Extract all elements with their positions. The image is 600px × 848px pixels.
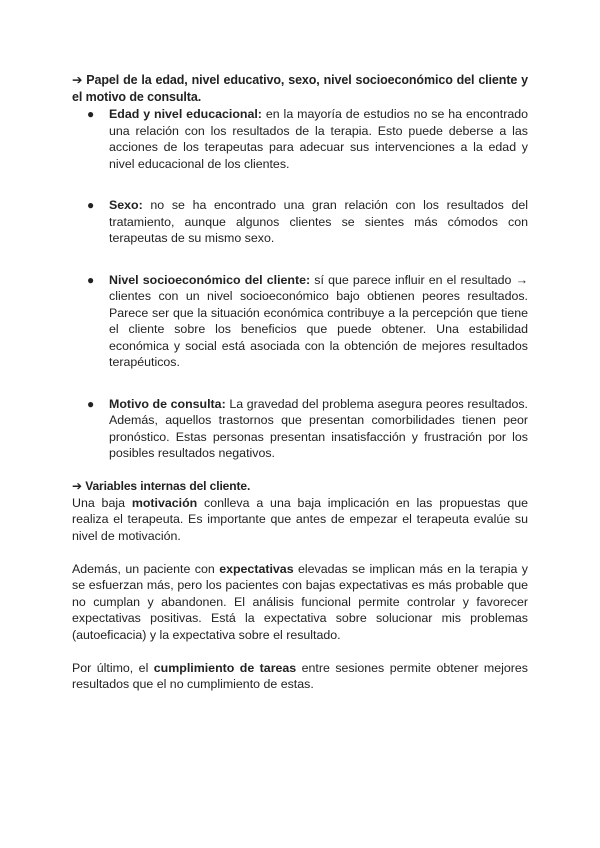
bullet-term: Nivel socioeconómico del cliente:	[109, 272, 311, 287]
paragraph-keyword: motivación	[131, 495, 198, 510]
bullet-term: Motivo de consulta:	[109, 396, 226, 411]
bullet-term: Sexo:	[109, 198, 143, 212]
arrow-icon: ➔	[72, 478, 82, 493]
paragraph-text: entre sesiones permite obtener mejores resultados que el no cumplimiento de estas.	[72, 660, 529, 691]
bullet-item-socioeconomic	[87, 272, 528, 371]
bullet-icon: ●	[87, 198, 95, 212]
bullet-text: en la mayoría de estudios no se ha encontrado una relación con los resultados de la terapia. Esto puede deberse a las acciones de los terapeutas para adecuar sus intervenciones a la edad y nivel educacional de los clientes.	[109, 107, 528, 171]
bullet-list	[72, 106, 528, 462]
bullet-icon: ●	[87, 107, 95, 121]
section-heading-internal-variables	[72, 478, 528, 495]
paragraph-keyword: cumplimiento de tareas	[153, 660, 297, 675]
section-heading-text: Variables internas del cliente.	[85, 478, 251, 493]
bullet-item-age-education	[87, 106, 528, 172]
paragraph-task-compliance	[72, 660, 528, 693]
paragraph-expectations	[72, 561, 528, 644]
bullet-text: no se ha encontrado una gran relación con los resultados del tratamiento, aunque algunos clientes se sientes más cómodos con terapeutas de su mismo sexo.	[109, 198, 528, 245]
paragraph-text: elevadas se implican más en la terapia y se esfuerzan más, pero los pacientes con bajas expectativas es más probable que no cumplan y abandonen. El análisis funcional permite controlar y favorecer expectativas positivas. Está la expectativa sobre solucionar mis problemas (autoeficacia) y la expectativa sobre el resultado.	[72, 561, 528, 642]
arrow-icon: ➔	[72, 73, 83, 87]
bullet-text: La gravedad del problema asegura peores resultados. Además, aquellos trastornos que presentan comorbilidades tienen peor pronóstico. Estas personas presentan insatisfacción y frustración por los posibles resultados negativos.	[109, 396, 528, 460]
bullet-icon: ●	[87, 396, 95, 411]
paragraph-text: Por último, el	[72, 660, 154, 675]
paragraph-keyword: expectativas	[219, 561, 294, 576]
paragraph-motivation	[72, 495, 528, 545]
bullet-term: Edad y nivel educacional:	[109, 107, 262, 121]
bullet-item-sex	[87, 197, 528, 247]
paragraph-text: Además, un paciente con	[72, 561, 220, 576]
bullet-text: sí que parece influir en el resultado → clientes con un nivel socioeconómico bajo obtienen peores resultados. Parece ser que la situación económica contribuye a la percepción que tiene el cliente sobre los beneficios que puede obtener. Una estabilidad económica y social está asociada con la obtención de mejores resultados terapéuticos.	[109, 272, 528, 369]
section-heading-profile-variables	[72, 72, 528, 106]
paragraph-text: Una baja	[72, 495, 132, 510]
paragraph-text: conlleva a una baja implicación en las propuestas que realiza el terapeuta. Es importante que antes de empezar el terapeuta evalúe su nivel de motivación.	[72, 495, 528, 543]
bullet-item-consultation-reason	[87, 396, 528, 462]
bullet-icon: ●	[87, 272, 95, 287]
section-heading-text: Papel de la edad, nivel educativo, sexo, nivel socioeconómico del cliente y el motivo de consulta.	[72, 73, 528, 104]
